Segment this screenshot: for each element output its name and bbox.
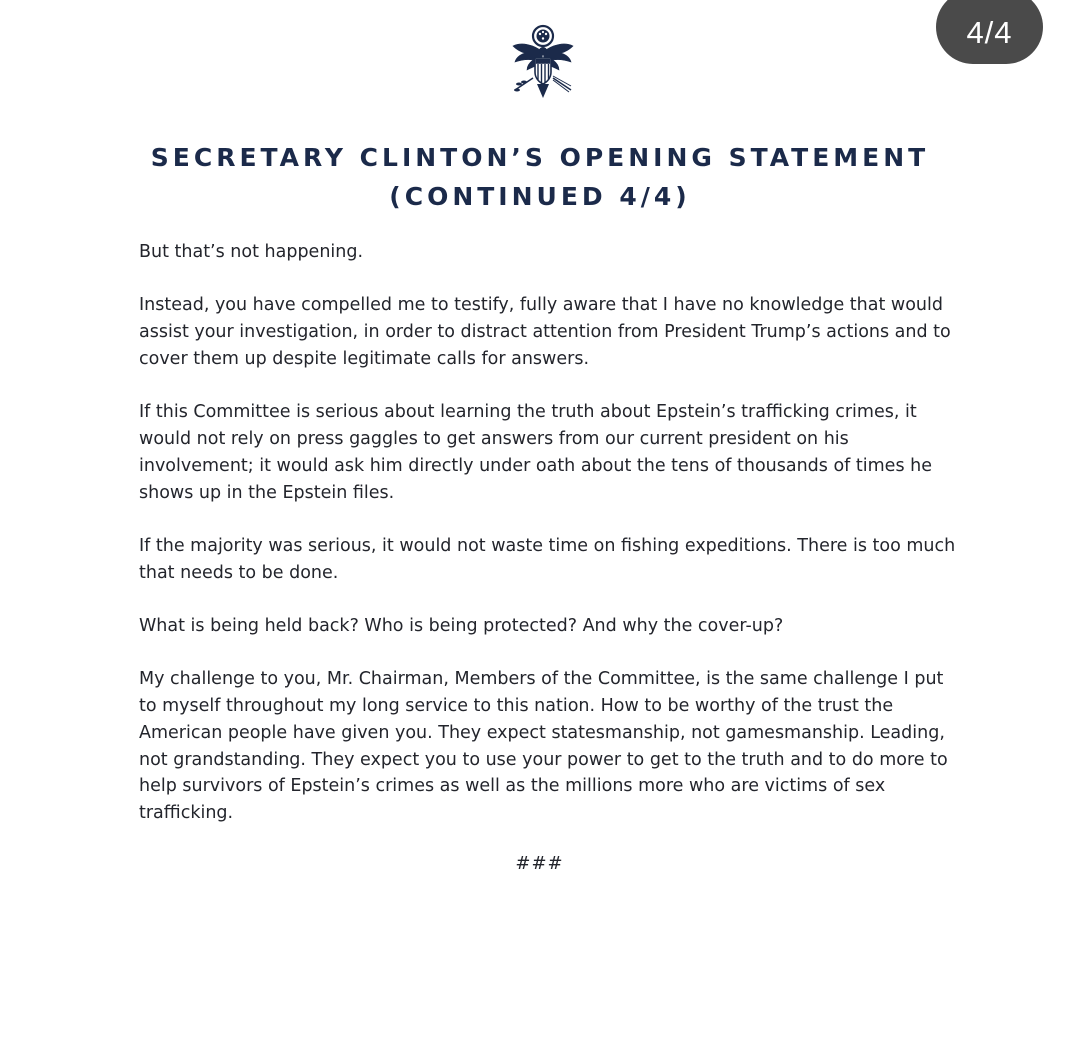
title-line-1: SECRETARY CLINTON’S OPENING STATEMENT [150,143,930,172]
paragraph-1: But that’s not happening. [139,242,364,262]
statement-body [139,239,959,854]
paragraph-5: What is being held back? Who is being protected? And why the cover-up? [139,615,784,636]
state-department-seal-icon [507,22,579,102]
page-counter-badge: 4/4 [936,0,1043,64]
end-of-statement-mark: ### [515,853,564,874]
title-line-2: (CONTINUED 4/4) [389,182,691,211]
statement-title [100,138,980,216]
paragraph-2: Instead, you have compelled me to testify, fully aware that I have no knowledge that would assist your investigation, in order to distract attention from President Trump’s actions and to cover them up despite legitimate calls for answers. [139,295,951,369]
paragraph-4: If the majority was serious, it would not waste time on fishing expeditions. There is too much that needs to be done. [139,535,956,583]
paragraph-3: If this Committee is serious about learning the truth about Epstein’s trafficking crimes, it would not rely on press gaggles to get answers from our current president on his involvement; it would ask him directly under oath about the tens of thousands of times he shows up in the Epstein files. [139,402,932,503]
paragraph-6: My challenge to you, Mr. Chairman, Members of the Committee, is the same challenge I put to myself throughout my long service to this nation. How to be worthy of the trust the American people have given you. They expect statesmanship, not gamesmanship. Leading, not grandstanding. They expect you to use your power to get to the truth and to do more to help survivors of Epstein’s crimes as well as the millions more who are victims of sex trafficking. [139,669,948,824]
